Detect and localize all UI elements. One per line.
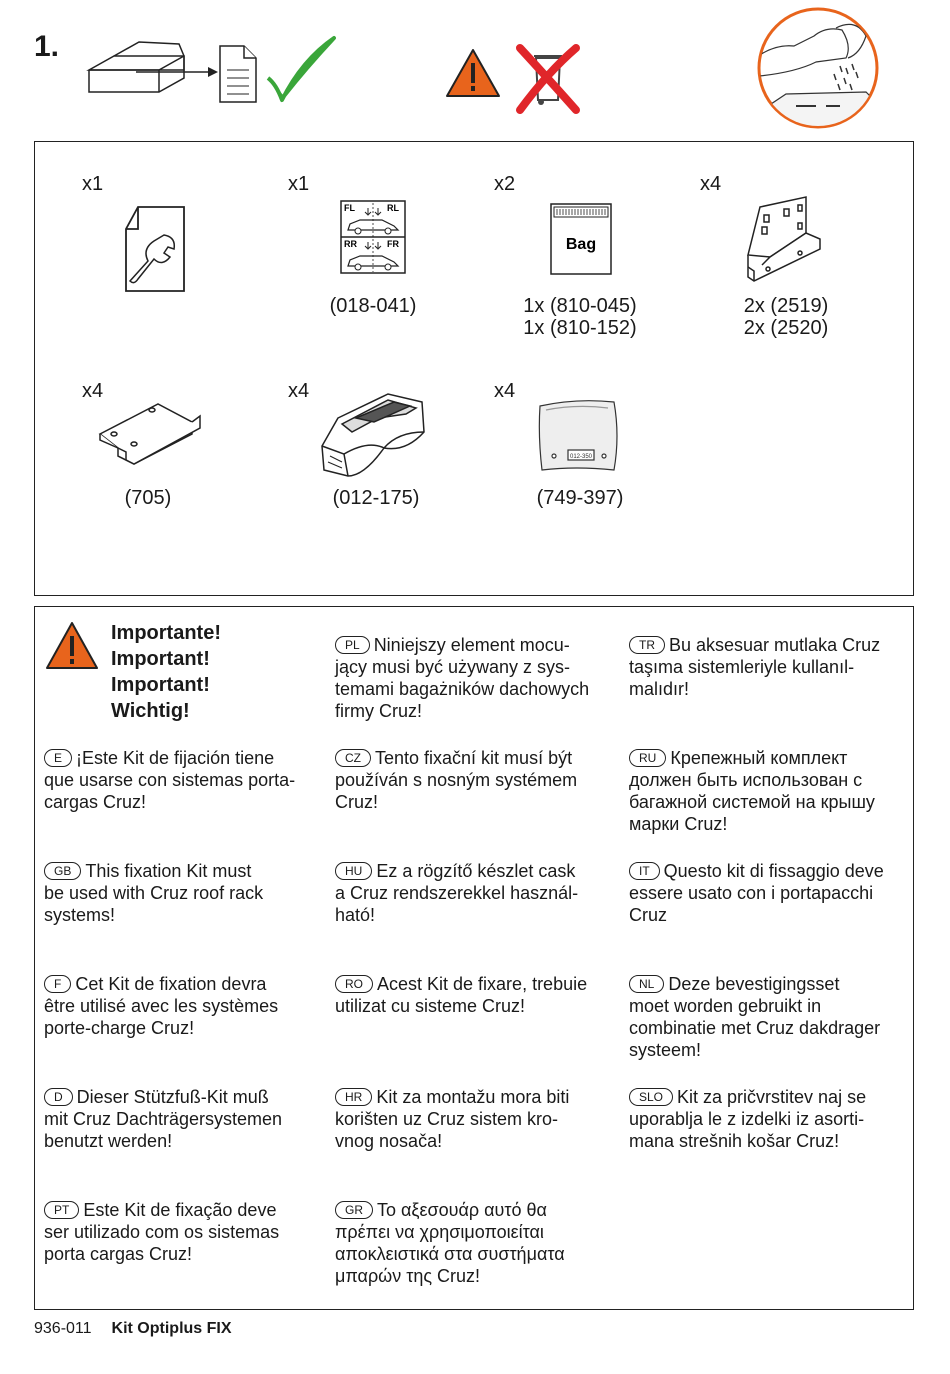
message-text-pl: Niniejszy element mocu- jący musi być używany z sys- temami bagażników dachowych firmy Cruz!: [335, 635, 590, 721]
message-text-slo: Kit za pričvrstitev naj se uporablja le z izdelki iz asorti- mana strešnih košar Cruz!: [629, 1087, 867, 1151]
message-slo: [629, 1086, 901, 1152]
language-badge-tr: TR: [629, 636, 665, 654]
message-cz: [335, 747, 607, 813]
message-text-gr: Το αξεσουάρ αυτό θα πρέπει να χρησιμοποιείται αποκλειστικά στα συστήματα μπαρών της Cruz!: [335, 1200, 565, 1286]
message-text-tr: Bu aksesuar mutlaka Cruz taşıma sistemleriyle kullanıl- malıdır!: [629, 635, 881, 699]
language-badge-pt: PT: [44, 1201, 79, 1219]
footer: [34, 1320, 232, 1338]
sticker-label-fr: FR: [387, 239, 399, 249]
message-ru: [629, 747, 901, 835]
sticker-label-rl: RL: [387, 203, 399, 213]
message-text-pt: Este Kit de fixação deve ser utilizado com os sistemas porta cargas Cruz!: [44, 1200, 280, 1264]
message-pt: [44, 1199, 316, 1265]
message-text-ro: Acest Kit de fixare, trebuie utilizat cu sisteme Cruz!: [335, 974, 588, 1016]
message-ro: [335, 973, 607, 1017]
language-badge-cz: CZ: [335, 749, 371, 767]
check-contents-illustration: [84, 34, 344, 114]
bag-icon: [550, 203, 612, 275]
message-text-cz: Tento fixační kit musí být používán s nosným systémem Cruz!: [335, 748, 578, 812]
language-badge-pl: PL: [335, 636, 370, 654]
important-line-2: Important!: [111, 648, 210, 670]
bag-label: Bag: [565, 236, 597, 253]
part-6-quantity: x4: [288, 380, 310, 402]
message-pl: [335, 634, 607, 722]
message-text-it: Questo kit di fissaggio deve essere usato con i portapacchi Cruz: [629, 861, 884, 925]
part-3-quantity: x2: [494, 173, 516, 195]
sticker-label-rr: RR: [344, 239, 357, 249]
step-number: 1.: [34, 30, 60, 63]
part-4-quantity: x4: [700, 173, 722, 195]
message-text-ru: Крепежный комплект должен быть использован с багажной системой на крышу марки Cruz!: [629, 748, 875, 834]
message-text-nl: Deze bevestigingsset moet worden gebruikt in combinatie met Cruz dakdrager systeem!: [629, 974, 881, 1060]
document-icon: [220, 46, 256, 102]
part-4-code-1: 2x (2519): [743, 295, 829, 317]
warning-disposal-illustration: [444, 44, 584, 114]
message-text-hu: Ez a rögzítő készlet cask a Cruz rendszerekkel használ- ható!: [335, 861, 579, 925]
part-3-code-1: 1x (810-045): [523, 295, 637, 317]
message-tr: [629, 634, 901, 700]
part-7-code: (749-397): [536, 487, 624, 509]
important-line-3: Important!: [111, 674, 210, 696]
instructions-wrench-icon: [124, 205, 186, 295]
part-4-code-2: 2x (2520): [743, 317, 829, 339]
message-hr: [335, 1086, 607, 1152]
important-line-1: Importante!: [111, 622, 221, 644]
footer-title: Kit Optiplus FIX: [111, 1320, 232, 1337]
warning-triangle-icon: [447, 50, 499, 96]
part-2-quantity: x1: [288, 173, 310, 195]
language-badge-gb: GB: [44, 862, 81, 880]
message-e: [44, 747, 316, 813]
message-gb: [44, 860, 316, 926]
language-badge-hu: HU: [335, 862, 372, 880]
important-warning-icon: [44, 620, 100, 672]
message-it: [629, 860, 901, 926]
part-1-quantity: x1: [82, 173, 104, 195]
important-line-4: Wichtig!: [111, 700, 190, 722]
language-badge-nl: NL: [629, 975, 664, 993]
flat-plate-icon: [96, 398, 204, 468]
language-badge-gr: GR: [335, 1201, 373, 1219]
message-text-e: ¡Este Kit de fijación tiene que usarse con sistemas porta- cargas Cruz!: [44, 748, 296, 812]
checkmark-icon: [268, 38, 334, 100]
part-5-code: (705): [124, 487, 172, 509]
message-text-gb: This fixation Kit must be used with Cruz roof rack systems!: [44, 861, 264, 925]
message-hu: [335, 860, 607, 926]
part-7-quantity: x4: [494, 380, 516, 402]
foot-base-icon: [318, 388, 430, 480]
mounting-bracket-icon: [740, 195, 826, 285]
important-heading: [111, 620, 221, 724]
language-badge-e: E: [44, 749, 72, 767]
footer-code: 936-011: [34, 1320, 92, 1337]
sticker-label-fl: FL: [344, 203, 355, 213]
crossed-bin-icon: [520, 48, 576, 110]
language-badge-ru: RU: [629, 749, 666, 767]
cover-pad-icon: [536, 396, 620, 476]
language-badge-it: IT: [629, 862, 660, 880]
language-badge-slo: SLO: [629, 1088, 673, 1106]
message-nl: [629, 973, 901, 1061]
language-badge-hr: HR: [335, 1088, 372, 1106]
message-text-hr: Kit za montažu mora biti korišten uz Cruz sistem kro- vnog nosača!: [335, 1087, 570, 1151]
language-badge-ro: RO: [335, 975, 373, 993]
message-gr: [335, 1199, 607, 1287]
message-f: [44, 973, 316, 1039]
roof-cleaning-icon: [756, 6, 880, 130]
part-6-code: (012-175): [332, 487, 420, 509]
message-text-f: Cet Kit de fixation devra être utilisé avec les systèmes porte-charge Cruz!: [44, 974, 279, 1038]
part-3-code-2: 1x (810-152): [523, 317, 637, 339]
language-badge-f: F: [44, 975, 71, 993]
message-text-d: Dieser Stützfuß-Kit muß mit Cruz Dachträgersystemen benutzt werden!: [44, 1087, 283, 1151]
cover-label: 012-350: [569, 454, 593, 460]
open-box-icon: [89, 42, 184, 92]
vehicle-position-sticker-icon: [340, 200, 406, 274]
part-2-code: (018-041): [329, 295, 417, 317]
part-5-quantity: x4: [82, 380, 104, 402]
language-badge-d: D: [44, 1088, 73, 1106]
message-d: [44, 1086, 316, 1152]
